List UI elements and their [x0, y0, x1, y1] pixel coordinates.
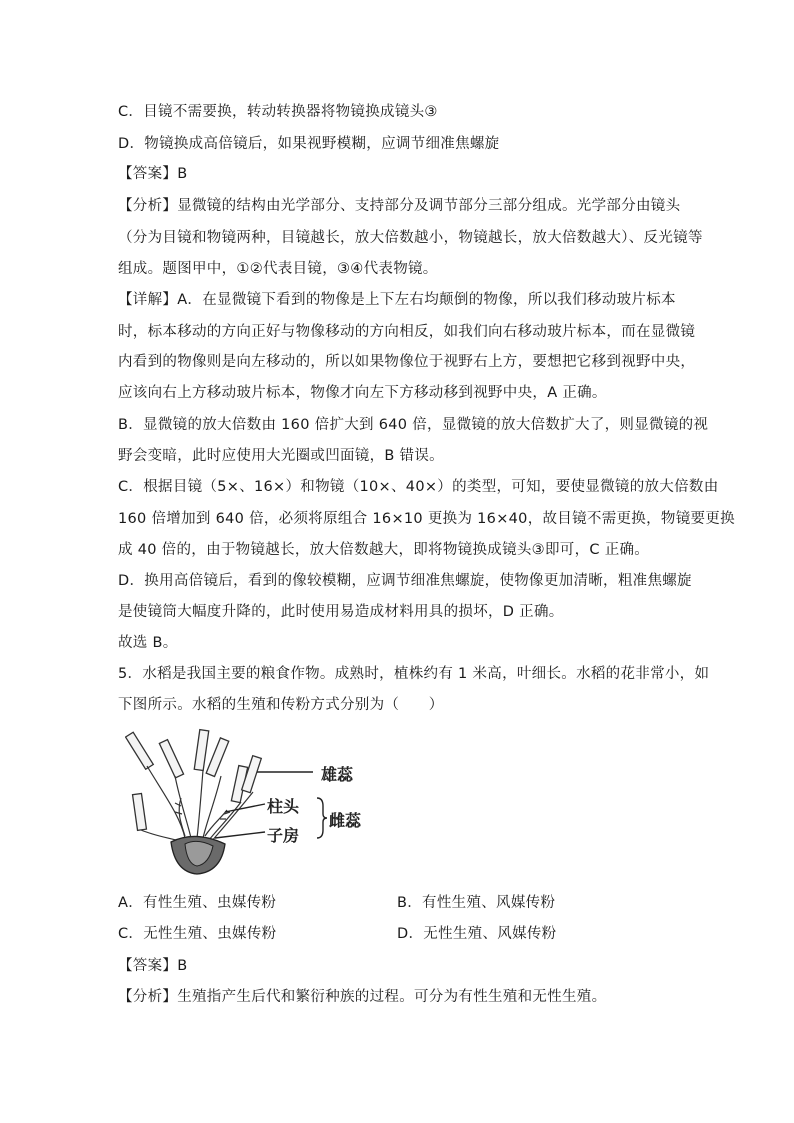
answer-label-2: 【答案】B: [118, 958, 188, 974]
question-5-text: 5．水稻是我国主要的粮食作物。成熟时，植株约有 1 米高，叶细长。水稻的花非常小，如: [118, 666, 710, 682]
detail-text: C．根据目镜（5×、16×）和物镜（10×、40×）的类型，可知，要使显微镜的放大倍数由: [118, 479, 719, 495]
detail-text: 成 40 倍的，由于物镜越长，放大倍数越大，即将物镜换成镜头③即可，C 正确。: [118, 542, 650, 558]
option-c-prev: C．目镜不需要换，转动转换器将物镜换成镜头③: [118, 104, 438, 120]
analysis-text: 组成。题图甲中，①②代表目镜，③④代表物镜。: [118, 261, 438, 277]
detail-text: D．换用高倍镜后，看到的像较模糊，应调节细准焦螺旋，使物像更加清晰，粗准焦螺旋: [118, 573, 692, 589]
pistil-label: 雌蕊: [329, 811, 362, 830]
option-c: C．无性生殖、虫媒传粉: [118, 926, 277, 942]
detail-text: 是使镜筒大幅度升降的，此时使用易造成材料用具的损坏，D 正确。: [118, 604, 564, 620]
ovary-label: 子房: [267, 826, 300, 845]
option-d-prev: D．物镜换成高倍镜后，如果视野模糊，应调节细准焦螺旋: [118, 136, 500, 152]
question-5-text: 下图所示。水稻的生殖和传粉方式分别为（ ）: [118, 697, 444, 713]
detail-text: B．显微镜的放大倍数由 160 倍扩大到 640 倍，显微镜的放大倍数扩大了，则显微镜的视: [118, 417, 709, 433]
detail-text: 160 倍增加到 640 倍，必须将原组合 16×10 更换为 16×40，故目镜不需更换，物镜要更换: [118, 511, 735, 527]
analysis-text: 【分析】显微镜的结构由光学部分、支持部分及调节部分三部分组成。光学部分由镜头: [118, 198, 681, 214]
analysis-text-2: 【分析】生殖指产生后代和繁衍种族的过程。可分为有性生殖和无性生殖。: [118, 989, 607, 1005]
detail-text: 时，标本移动的方向正好与物像移动的方向相反，如我们向右移动玻片标本，而在显微镜: [118, 324, 696, 340]
rice-flower-drawing: [125, 726, 370, 876]
detail-text: 【详解】A．在显微镜下看到的物像是上下左右均颠倒的物像，所以我们移动玻片标本: [118, 292, 676, 308]
detail-text: 野会变暗，此时应使用大光圈或凹面镜，B 错误。: [118, 448, 444, 464]
rice-flower-figure: [125, 726, 370, 876]
answer-label: 【答案】B: [118, 166, 188, 182]
conclusion-text: 故选 B。: [118, 635, 178, 651]
option-a: A．有性生殖、虫媒传粉: [118, 895, 277, 911]
analysis-text: （分为目镜和物镜两种，目镜越长，放大倍数越小，物镜越长，放大倍数越大）、反光镜等: [118, 230, 703, 246]
stamen-label: 雄蕊: [321, 765, 354, 784]
stigma-label: 柱头: [267, 797, 300, 816]
option-b: B．有性生殖、风媒传粉: [397, 895, 556, 911]
detail-text: 应该向右上方移动玻片标本，物像才向左下方移动移到视野中央，A 正确。: [118, 385, 607, 401]
option-d: D．无性生殖、风媒传粉: [397, 926, 557, 942]
detail-text: 内看到的物像则是向左移动的，所以如果物像位于视野右上方，要想把它移到视野中央，: [118, 354, 696, 370]
